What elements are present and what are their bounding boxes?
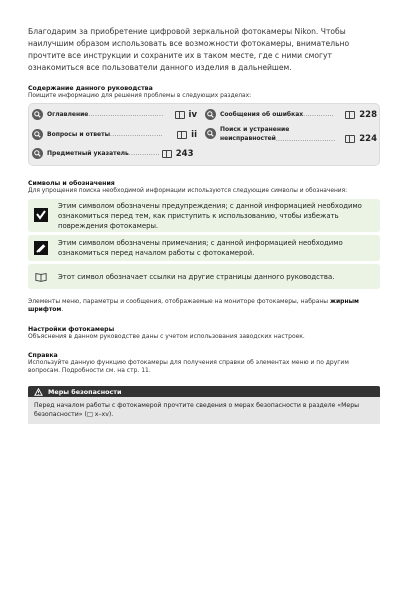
book-icon xyxy=(345,111,355,119)
warning-triangle-icon xyxy=(34,388,43,396)
magnifier-icon xyxy=(32,129,43,140)
toc-dots: ........................... xyxy=(275,135,336,143)
book-icon xyxy=(345,135,355,143)
symbol-row-reference xyxy=(28,264,380,289)
manual-page xyxy=(28,26,380,424)
toc-label: Сообщения об ошибках xyxy=(220,110,304,118)
toc-page: 243 xyxy=(162,149,194,159)
pencil-note-icon xyxy=(34,241,48,255)
safety-box xyxy=(28,386,380,424)
toc-page: iv xyxy=(175,110,197,120)
symbol-row-warning xyxy=(28,199,380,232)
toc-dots: ........................ xyxy=(110,131,163,138)
menu-font-note: Элементы меню, параметры и сообщения, отображаемые на мониторе фотокамеры, набраны жирным шрифтом. xyxy=(28,298,359,313)
symbol-reference-text: Этот символ обозначает ссылки на другие страницы данного руководства. xyxy=(58,273,335,281)
book-icon xyxy=(177,131,187,139)
symbols-title: Символы и обозначения xyxy=(28,180,115,187)
toc-label: Оглавление xyxy=(47,110,89,118)
toc-item-contents[interactable] xyxy=(32,109,197,120)
toc-dots: .............. xyxy=(128,150,160,157)
safety-title: Меры безопасности xyxy=(48,387,122,396)
contents-box xyxy=(28,103,380,166)
settings-title: Настройки фотокамеры xyxy=(28,326,115,333)
symbol-row-note xyxy=(28,235,380,261)
toc-dots: .................................. xyxy=(88,111,164,118)
magnifier-icon xyxy=(205,128,216,139)
symbols-subtitle: Для упрощения поиска необходимой информации используются следующие символы и обозначения: xyxy=(28,188,348,194)
magnifier-icon xyxy=(32,148,43,159)
warning-check-icon xyxy=(34,208,48,222)
toc-label: Предметный указатель xyxy=(47,149,129,157)
symbol-warning-text: Этим символом обозначены предупреждения; с данной информацией необходимо ознакомиться перед тем, как приступить к использованию, чтобы избежать повреждения фотокамеры. xyxy=(58,202,362,230)
book-icon xyxy=(162,150,172,158)
toc-label: Вопросы и ответы xyxy=(47,130,110,138)
toc-item-index[interactable] xyxy=(32,148,197,159)
intro-text: Благодарим за приобретение цифровой зеркальной фотокамеры Nikon. Чтобы наилучшим образом использовать все возможности фотокамеры, внимательно прочтите все инструкции и сохраните их в таком месте, где с ними смогут ознакомиться все пользователи данного изделия в дальнейшем. xyxy=(28,27,350,72)
safety-header xyxy=(28,386,380,397)
toc-label: неисправностей xyxy=(220,135,276,142)
settings-text: Объяснения в данном руководстве даны с учетом использования заводских настроек. xyxy=(28,333,305,340)
help-title: Справка xyxy=(28,352,58,359)
symbol-note-text: Этим символом обозначены примечания; с данной информацией необходимо ознакомиться перед началом работы с фотокамерой. xyxy=(58,239,343,257)
toc-page: 224 xyxy=(345,134,377,144)
safety-text: Перед началом работы с фотокамерой прочтите сведения о мерах безопасности в разделе «Меры безопасности» (□ x–xv). xyxy=(28,397,380,424)
toc-item-errors[interactable] xyxy=(205,109,377,120)
magnifier-icon xyxy=(32,109,43,120)
contents-subtitle: Поищите информацию для решения проблемы в следующих разделах: xyxy=(28,93,252,99)
toc-label: Поиск и устранение xyxy=(220,126,290,133)
magnifier-icon xyxy=(205,109,216,120)
toc-page: 228 xyxy=(345,110,377,120)
toc-dots: .............. xyxy=(303,111,335,118)
toc-item-troubleshooting[interactable] xyxy=(205,126,377,144)
contents-title: Содержание данного руководства xyxy=(28,85,153,92)
toc-item-questions[interactable] xyxy=(32,129,197,140)
help-text: Используйте данную функцию фотокамеры для получения справки об элементах меню и по другим вопросам. Подробности см. на стр. 11. xyxy=(28,359,349,374)
book-icon xyxy=(175,111,185,119)
book-icon xyxy=(34,270,48,284)
toc-page: ii xyxy=(177,130,197,140)
